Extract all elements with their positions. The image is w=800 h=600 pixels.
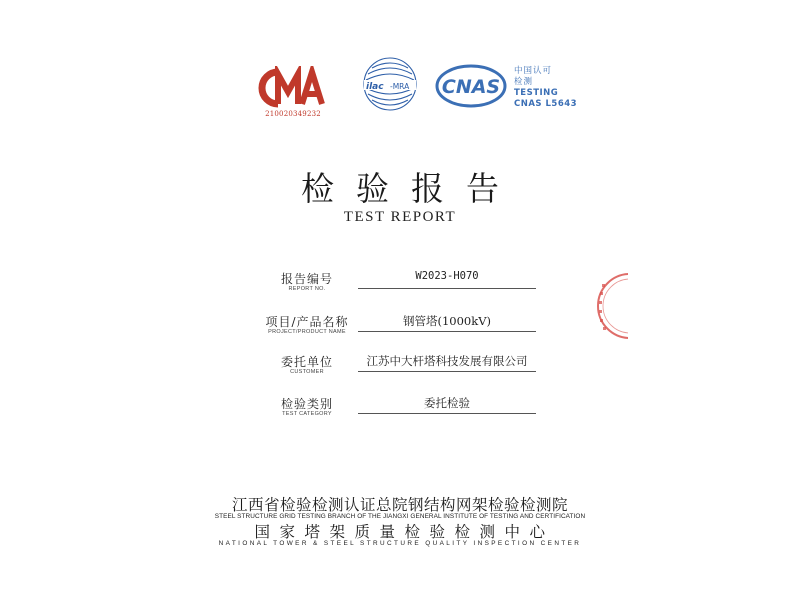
field-label-cn: 项目/产品名称 [265, 315, 349, 329]
title-cn: 检验报告 [301, 169, 521, 208]
org-name-en: STEEL STRUCTURE GRID TESTING BRANCH OF THE JIANGXI GENERAL INSTITUTE OF TESTING AND CERTIFICATION [214, 513, 586, 520]
field-label-cn: 报告编号 [280, 272, 333, 286]
field-customer [262, 353, 542, 387]
field-value: 钢管塔(1000kV) [402, 314, 491, 328]
cnas-cn-1: 中国认可 [514, 66, 553, 76]
svg-text:-MRA: -MRA [390, 82, 410, 91]
field-test-category [262, 395, 542, 429]
field-value: 江苏中大杆塔科技发展有限公司 [366, 354, 528, 368]
cma-logo [258, 66, 328, 110]
svg-text:ilac: ilac [366, 82, 384, 92]
field-label-en: REPORT NO. [288, 286, 326, 292]
cnas-en-1: TESTING [514, 88, 559, 98]
center-name-en: NATIONAL TOWER & STEEL STRUCTURE QUALITY INSPECTION CENTER [218, 540, 582, 547]
field-value: W2023-H070 [415, 270, 479, 282]
cma-code: 210020349232 [265, 110, 321, 118]
field-report-no [262, 270, 542, 304]
field-project-name [262, 313, 542, 347]
cnas-cn-2: 检测 [514, 77, 534, 87]
field-value: 委托检验 [424, 396, 470, 410]
field-label-en: CUSTOMER [290, 369, 324, 375]
center-name-cn: 国家塔架质量检验检测中心 [254, 523, 555, 541]
cnas-text [514, 66, 594, 110]
red-seal-stamp [588, 270, 628, 340]
title-en: TEST REPORT [343, 209, 457, 225]
ilac-mra-logo [360, 54, 420, 118]
field-underline [358, 371, 536, 372]
field-label-en: PROJECT/PRODUCT NAME [268, 329, 346, 335]
field-label-cn: 委托单位 [280, 355, 333, 369]
svg-text:CNAS: CNAS [441, 76, 501, 98]
field-underline [358, 331, 536, 332]
field-label-cn: 检验类别 [280, 397, 333, 411]
field-underline [358, 413, 536, 414]
accreditation-logos [258, 52, 588, 124]
org-name-cn: 江西省检验检测认证总院钢结构网架检验检测院 [231, 496, 568, 514]
cnas-logo [434, 62, 508, 110]
cnas-en-2: CNAS L5643 [514, 99, 578, 109]
field-underline [358, 288, 536, 289]
field-label-en: TEST CATEGORY [282, 411, 332, 417]
